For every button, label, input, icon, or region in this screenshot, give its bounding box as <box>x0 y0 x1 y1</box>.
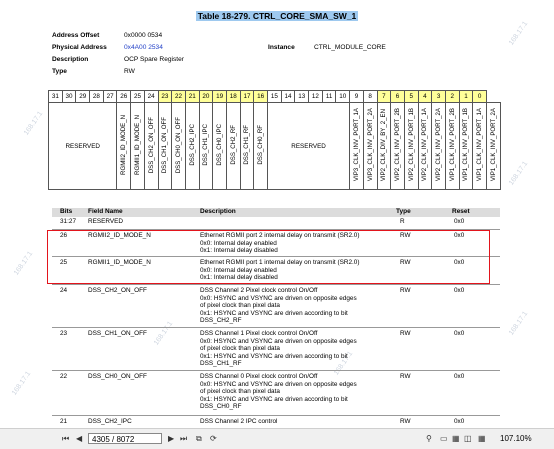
watermark: 168.17.1 <box>507 160 530 187</box>
bitfield-4: VIP2_CLK_INV_PORT_1A <box>418 103 432 190</box>
field-bits: 23 <box>60 330 68 337</box>
first-page-icon[interactable]: ⏮ <box>62 434 70 443</box>
bitfield-20: DSS_CH1_IPC <box>199 103 213 190</box>
field-reset: 0x0 <box>454 218 465 225</box>
bitfield-reserved-mid: RESERVED <box>268 103 350 190</box>
description-label: Description <box>52 56 89 63</box>
bit-number: 23 <box>158 91 172 103</box>
bitfield-21: DSS_CH2_IPC <box>185 103 199 190</box>
header-type: Type <box>396 208 411 215</box>
description-value: OCP Spare Register <box>124 56 184 63</box>
bit-number: 3 <box>432 91 446 103</box>
page-number-input[interactable]: 4305 / 8072 <box>88 433 162 444</box>
description-line: of pixel clock than pixel data <box>200 302 280 310</box>
bitfield-22: DSS_CH0_ON_OFF <box>172 103 186 190</box>
description-line: 0x0: HSYNC and VSYNC are driven on opposite edges <box>200 380 357 388</box>
field-reset: 0x0 <box>454 232 465 239</box>
bit-number: 18 <box>226 91 240 103</box>
bitfield-23: DSS_CH1_ON_OFF <box>158 103 172 190</box>
description-line: 0x1: HSYNC and VSYNC are driven according to bit <box>200 309 348 317</box>
description-line: of pixel clock than pixel data <box>200 388 280 396</box>
description-line: 0x0: HSYNC and VSYNC are driven on opposite edges <box>200 337 357 345</box>
field-reset: 0x0 <box>454 418 465 425</box>
watermark: 168.17.1 <box>12 250 35 277</box>
field-reset: 0x0 <box>454 330 465 337</box>
bitfield-7: VIP2_CLK_DIV_BY_2_EN <box>377 103 391 190</box>
description-line: DSS_CH1_RF <box>200 360 242 368</box>
description-line: 0x1: Internal delay disabled <box>200 274 278 282</box>
field-bits: 24 <box>60 287 68 294</box>
field-name: DSS_CH1_ON_OFF <box>88 330 147 337</box>
next-page-icon[interactable]: ▶ <box>168 434 175 443</box>
field-name: RGMII2_ID_MODE_N <box>88 232 151 239</box>
field-bits: 31:27 <box>60 218 76 225</box>
description-line: DSS Channel 0 Pixel clock control On/Off <box>200 373 318 380</box>
bit-number: 31 <box>49 91 63 103</box>
bitfield-9: VIP3_CLK_INV_PORT_1A <box>350 103 364 190</box>
type-value: RW <box>124 68 135 75</box>
watermark: 168.17.1 <box>507 310 530 337</box>
description-line: of pixel clock than pixel data <box>200 345 280 353</box>
field-bits: 22 <box>60 373 68 380</box>
field-description <box>200 287 390 325</box>
bitfield-19: DSS_CH0_IPC <box>213 103 227 190</box>
pdf-toolbar <box>0 428 554 449</box>
single-page-view-icon[interactable]: ▭ <box>440 434 448 443</box>
bit-number: 7 <box>377 91 391 103</box>
bitfield-24: DSS_CH2_ON_OFF <box>144 103 158 190</box>
watermark: 168.17.1 <box>22 110 45 137</box>
bitfield-18: DSS_CH2_RF <box>226 103 240 190</box>
field-type: RW <box>400 330 411 337</box>
field-reset: 0x0 <box>454 373 465 380</box>
bit-number: 19 <box>213 91 227 103</box>
refresh-icon[interactable]: ⟳ <box>210 434 217 443</box>
bit-number: 16 <box>254 91 268 103</box>
fit-page-icon[interactable]: ▦ <box>478 434 486 443</box>
description-line: 0x0: HSYNC and VSYNC are driven on opposite edges <box>200 294 357 302</box>
field-type: RW <box>400 259 411 266</box>
bit-number: 2 <box>445 91 459 103</box>
bitfield-16: DSS_CH0_RF <box>254 103 268 190</box>
address-offset-value: 0x0000 0534 <box>124 32 163 39</box>
bit-number: 27 <box>103 91 117 103</box>
bitfield-26: RGMII2_ID_MODE_N <box>117 103 131 190</box>
field-name: DSS_CH2_ON_OFF <box>88 287 147 294</box>
bitfield-8: VIP3_CLK_INV_PORT_2A <box>363 103 377 190</box>
bit-number: 10 <box>336 91 350 103</box>
bit-number: 28 <box>90 91 104 103</box>
bit-number: 15 <box>268 91 282 103</box>
instance-label: Instance <box>268 44 295 51</box>
description-line: 0x0: Internal delay enabled <box>200 266 277 274</box>
row-divider <box>52 284 500 285</box>
field-type: RW <box>400 373 411 380</box>
description-line: 0x1: Internal delay disabled <box>200 247 278 255</box>
description-line: 0x0: Internal delay enabled <box>200 239 277 247</box>
zoom-level[interactable]: 107.10% <box>500 434 532 443</box>
two-page-view-icon[interactable]: ◫ <box>464 434 472 443</box>
physical-address-label: Physical Address <box>52 44 107 51</box>
description-line: Ethernet RGMII port 1 internal delay on transmit (SR2.0) <box>200 259 360 266</box>
field-reset: 0x0 <box>454 259 465 266</box>
description-line: Ethernet RGMII port 2 internal delay on transmit (SR2.0) <box>200 232 360 239</box>
bitfield-0: VIP1_CLK_INV_PORT_1A <box>473 103 487 190</box>
bit-number: 17 <box>240 91 254 103</box>
instance-value: CTRL_MODULE_CORE <box>314 44 386 51</box>
bitfield-reserved-high: RESERVED <box>49 103 117 190</box>
field-type: RW <box>400 287 411 294</box>
description-line: 0x1: HSYNC and VSYNC are driven according to bit <box>200 395 348 403</box>
copy-icon[interactable]: ⧉ <box>196 434 202 443</box>
watermark: 168.17.1 <box>332 350 355 377</box>
bitfield-1: VIP1_CLK_INV_PORT_1B <box>459 103 473 190</box>
field-description <box>200 330 390 368</box>
bit-number: 30 <box>62 91 76 103</box>
attach-icon[interactable]: ⚲ <box>426 434 432 443</box>
address-offset-label: Address Offset <box>52 32 100 39</box>
bit-number: 20 <box>199 91 213 103</box>
highlight-annotation-box <box>47 230 490 284</box>
field-reset: 0x0 <box>454 287 465 294</box>
bit-number: 11 <box>322 91 336 103</box>
header-reset: Reset <box>452 208 470 215</box>
field-type: R <box>400 218 405 225</box>
row-divider <box>52 370 500 371</box>
bitfield-25: RGMII1_ID_MODE_N <box>131 103 145 190</box>
header-bits: Bits <box>60 208 73 215</box>
field-bits: 25 <box>60 259 68 266</box>
bit-number: 5 <box>404 91 418 103</box>
field-name: RESERVED <box>88 218 124 225</box>
row-divider <box>52 415 500 416</box>
field-description <box>200 418 390 426</box>
bit-number: 1 <box>459 91 473 103</box>
bit-number: 8 <box>363 91 377 103</box>
bitfield-5: VIP2_CLK_INV_PORT_1B <box>404 103 418 190</box>
description-line: 0x1: HSYNC and VSYNC are driven according to bit <box>200 352 348 360</box>
field-description <box>200 373 390 411</box>
bit-number: 6 <box>391 91 405 103</box>
physical-address-link[interactable]: 0x4A00 2534 <box>124 44 163 51</box>
description-line: DSS Channel 2 IPC control <box>200 418 278 425</box>
bit-number: 0 <box>473 91 487 103</box>
bit-number: 13 <box>295 91 309 103</box>
field-bits: 21 <box>60 418 68 425</box>
bit-number: 29 <box>76 91 90 103</box>
field-name: RGMII1_ID_MODE_N <box>88 259 151 266</box>
bitfield-0b: VIP1_CLK_INV_PORT_2A <box>487 103 501 190</box>
watermark: 168.17.1 <box>10 370 33 397</box>
watermark: 168.17.1 <box>152 320 175 347</box>
row-divider <box>52 327 500 328</box>
bitfield-6: VIP2_CLK_INV_PORT_2B <box>391 103 405 190</box>
watermark: 168.17.1 <box>507 20 530 47</box>
last-page-icon[interactable]: ⏭ <box>180 434 188 443</box>
bit-number: 22 <box>172 91 186 103</box>
bitfield-17: DSS_CH1_RF <box>240 103 254 190</box>
bit-number: 14 <box>281 91 295 103</box>
bit-number: 25 <box>131 91 145 103</box>
field-table-header <box>52 208 500 217</box>
table-title: Table 18-279. CTRL_CORE_SMA_SW_1 <box>197 11 357 21</box>
bit-field-diagram <box>48 90 501 190</box>
type-label: Type <box>52 68 67 75</box>
prev-page-icon[interactable]: ◀ <box>76 434 83 443</box>
header-description: Description <box>200 208 236 215</box>
field-type: RW <box>400 418 411 425</box>
field-bits: 26 <box>60 232 68 239</box>
field-name: DSS_CH2_IPC <box>88 418 132 425</box>
bit-number: 12 <box>309 91 323 103</box>
field-type: RW <box>400 232 411 239</box>
bitfield-2: VIP1_CLK_INV_PORT_2B <box>445 103 459 190</box>
description-line: DSS_CH2_RF <box>200 317 242 325</box>
description-line: DSS_CH0_RF <box>200 403 242 411</box>
bit-number: 24 <box>144 91 158 103</box>
field-name: DSS_CH0_ON_OFF <box>88 373 147 380</box>
bit-number: 26 <box>117 91 131 103</box>
bit-number: 21 <box>185 91 199 103</box>
bit-number: 4 <box>418 91 432 103</box>
bitfield-3: VIP2_CLK_INV_PORT_2A <box>432 103 446 190</box>
continuous-view-icon[interactable]: ▦ <box>452 434 460 443</box>
description-line: DSS Channel 1 Pixel clock control On/Off <box>200 330 318 337</box>
description-line: DSS Channel 2 Pixel clock control On/Off <box>200 287 318 294</box>
header-field-name: Field Name <box>88 208 123 215</box>
bit-number: 9 <box>350 91 364 103</box>
